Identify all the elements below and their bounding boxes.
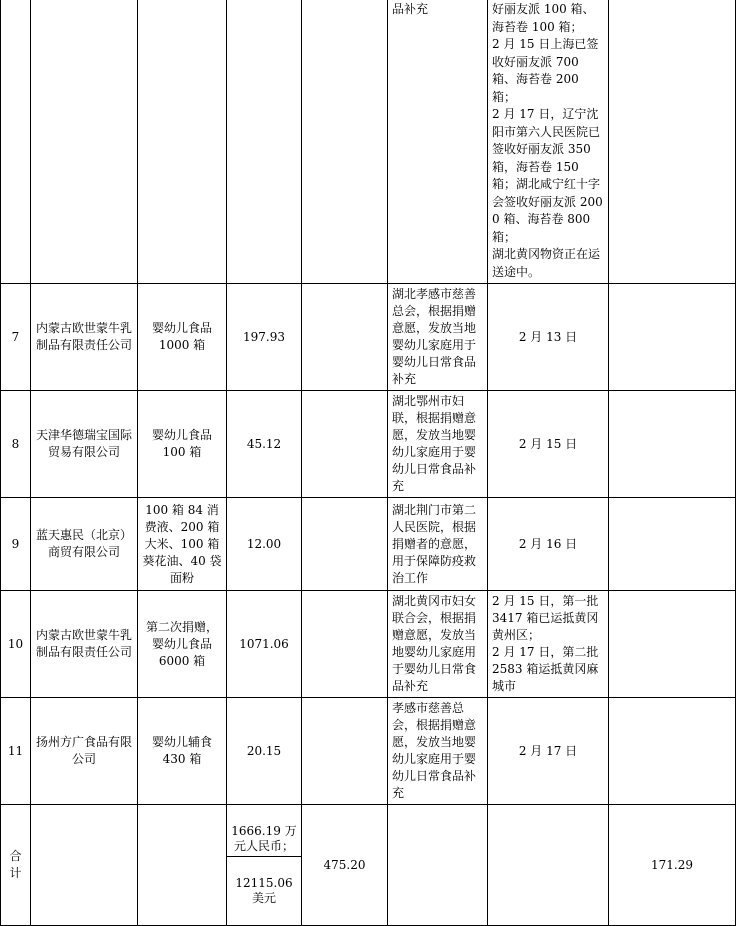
col8-cell [609, 0, 736, 284]
donor-cell: 内蒙古欧世蒙牛乳制品有限责任公司 [31, 591, 138, 698]
value-cell: 1071.06 [227, 591, 302, 698]
row-index: 11 [1, 698, 31, 805]
items-cell: 婴幼儿食品 1000 箱 [138, 284, 227, 391]
recipient-cell: 湖北荆门市第二人民医院，根据捐赠者的意愿，用于保障防疫救治工作 [388, 498, 488, 591]
status-cell: 2 月 16 日 [488, 498, 609, 591]
total-value-rmb: 1666.19 万元人民币； [227, 822, 301, 857]
status-cell: 2 月 17 日 [488, 698, 609, 805]
value-cell [227, 0, 302, 284]
total-donor-cell [31, 805, 138, 926]
donor-cell: 内蒙古欧世蒙牛乳制品有限责任公司 [31, 284, 138, 391]
table-row [1, 591, 736, 698]
total-recipient-cell [388, 805, 488, 926]
recipient-cell: 湖北孝感市慈善总会，根据捐赠意愿，发放当地婴幼儿家庭用于婴幼儿日常食品补充 [388, 284, 488, 391]
recipient-cell: 品补充 [388, 0, 488, 284]
recipient-cell: 湖北黄冈市妇女联合会，根据捐赠意愿，发放当地婴幼儿家庭用于婴幼儿日常食品补充 [388, 591, 488, 698]
total-col8: 171.29 [609, 805, 736, 926]
table-row [1, 498, 736, 591]
recipient-cell: 湖北鄂州市妇联，根据捐赠意愿，发放当地婴幼儿家庭用于婴幼儿日常食品补充 [388, 391, 488, 498]
total-col5: 475.20 [302, 805, 388, 926]
total-items-cell [138, 805, 227, 926]
col8-cell [609, 698, 736, 805]
recipient-cell: 孝感市慈善总会，根据捐赠意愿，发放当地婴幼儿家庭用于婴幼儿日常食品补充 [388, 698, 488, 805]
value-cell: 197.93 [227, 284, 302, 391]
row-index [1, 0, 31, 284]
col5-cell [302, 591, 388, 698]
total-label: 合 计 [1, 805, 31, 926]
items-cell: 婴幼儿食品 100 箱 [138, 391, 227, 498]
row-index: 7 [1, 284, 31, 391]
col8-cell [609, 498, 736, 591]
table-row [1, 284, 736, 391]
col5-cell [302, 391, 388, 498]
status-cell: 2 月 15 日 [488, 391, 609, 498]
donor-cell: 天津华德瑞宝国际贸易有限公司 [31, 391, 138, 498]
row-index: 9 [1, 498, 31, 591]
items-cell: 第二次捐赠，婴幼儿食品 6000 箱 [138, 591, 227, 698]
value-cell: 45.12 [227, 391, 302, 498]
donor-cell: 蓝天惠民（北京）商贸有限公司 [31, 498, 138, 591]
row-index: 10 [1, 591, 31, 698]
items-cell [138, 0, 227, 284]
col8-cell [609, 284, 736, 391]
col8-cell [609, 391, 736, 498]
col5-cell [302, 698, 388, 805]
col8-cell [609, 591, 736, 698]
total-value-cell [227, 805, 302, 926]
value-cell: 20.15 [227, 698, 302, 805]
items-cell: 婴幼儿辅食 430 箱 [138, 698, 227, 805]
donor-cell: 扬州方广食品有限公司 [31, 698, 138, 805]
col5-cell [302, 498, 388, 591]
table-row [1, 391, 736, 498]
col5-cell [302, 284, 388, 391]
total-status-cell [488, 805, 609, 926]
table-row [1, 0, 736, 284]
donor-cell [31, 0, 138, 284]
col5-cell [302, 0, 388, 284]
row-index: 8 [1, 391, 31, 498]
total-row [1, 805, 736, 926]
value-cell: 12.00 [227, 498, 302, 591]
status-cell: 2 月 13 日 [488, 284, 609, 391]
table-row [1, 698, 736, 805]
items-cell: 100 箱 84 消费液、200 箱大米、100 箱葵花油、40 袋面粉 [138, 498, 227, 591]
total-value-usd: 12115.06 美元 [235, 876, 293, 905]
status-cell: 2 月 15 日，第一批 3417 箱已运抵黄冈黄州区； 2 月 17 日，第二批 2583 箱运抵黄冈麻城市 [488, 591, 609, 698]
status-cell: 好丽友派 100 箱、海苔卷 100 箱； 2 月 15 日上海已签收好丽友派 700 箱、海苔卷 200 箱； 2 月 17 日，辽宁沈阳市第六人民医院已签收好丽友派 350 箱，海苔卷 150 箱；湖北咸宁红十字会签收好丽友派 2000 箱、海苔卷 800 箱； 湖北黄冈物资正在运送途中。 [488, 0, 609, 284]
